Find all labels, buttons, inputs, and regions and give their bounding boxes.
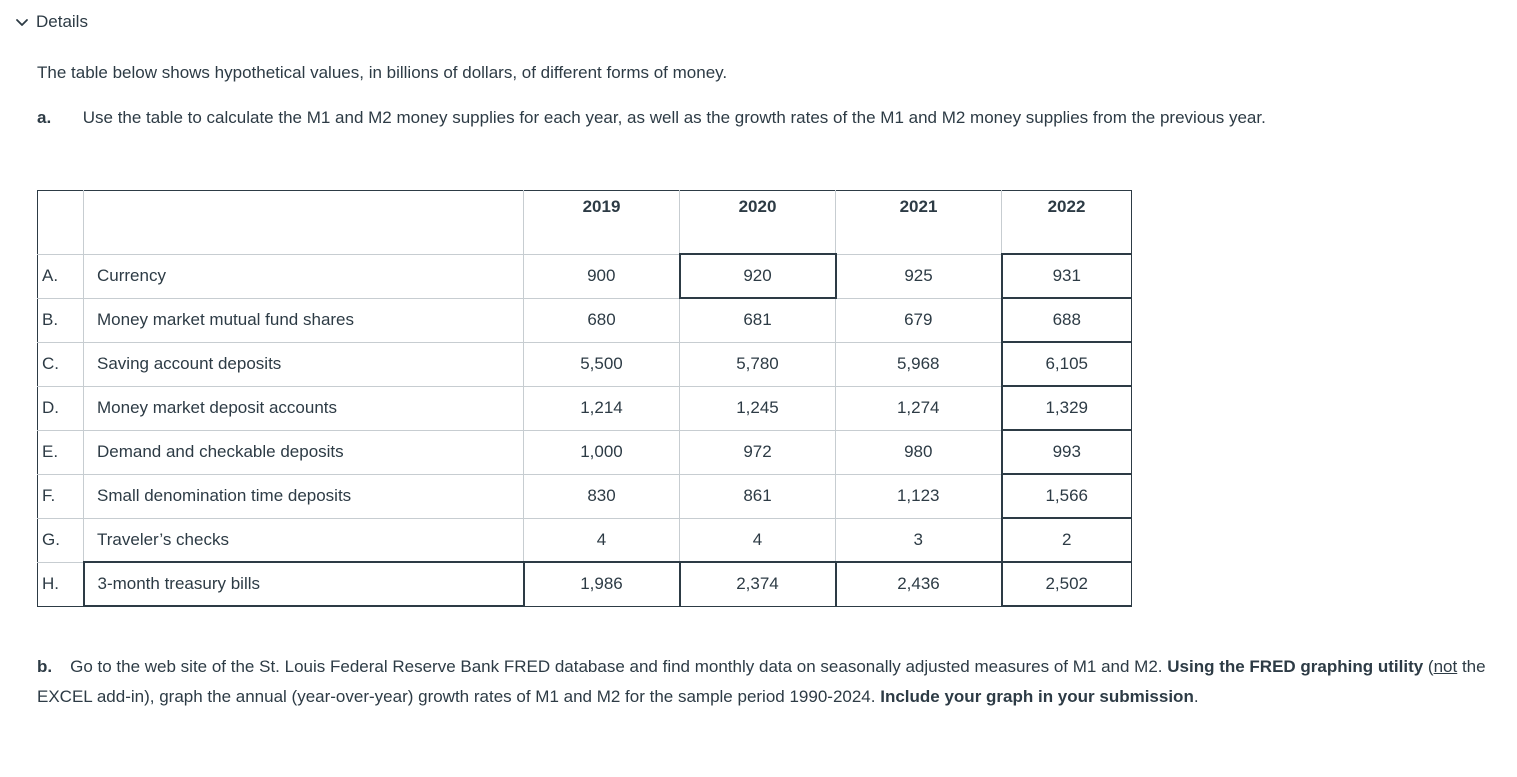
year-header: 2020 [680, 191, 836, 255]
row-value: 2,502 [1002, 562, 1132, 606]
row-value: 679 [836, 298, 1002, 342]
header-blank [38, 191, 84, 255]
row-value: 5,780 [680, 342, 836, 386]
table-row [38, 254, 1132, 298]
details-title: Details [36, 12, 88, 31]
row-value: 830 [524, 474, 680, 518]
table-row [38, 342, 1132, 386]
table-row [38, 518, 1132, 562]
row-value: 680 [524, 298, 680, 342]
table-row [38, 386, 1132, 430]
part-b [37, 652, 1487, 712]
row-value: 2 [1002, 518, 1132, 562]
row-name: Money market deposit accounts [84, 386, 524, 430]
row-value: 1,566 [1002, 474, 1132, 518]
row-value: 1,245 [680, 386, 836, 430]
table-row [38, 562, 1132, 606]
row-name: Money market mutual fund shares [84, 298, 524, 342]
row-letter: D. [38, 386, 84, 430]
row-value: 1,214 [524, 386, 680, 430]
row-value: 4 [524, 518, 680, 562]
row-value: 2,374 [680, 562, 836, 606]
row-value: 4 [680, 518, 836, 562]
part-b-text-2: the EXCEL add-in), graph the annual (year-over-year) growth rates of M1 and M2 for the sample period 1990-2024. [37, 657, 1486, 706]
row-value: 1,986 [524, 562, 680, 606]
row-value: 5,968 [836, 342, 1002, 386]
row-value: 980 [836, 430, 1002, 474]
table-header-row [38, 191, 1132, 255]
part-a-label: a. [37, 108, 52, 127]
row-value: 920 [680, 254, 836, 298]
row-value: 925 [836, 254, 1002, 298]
row-value: 1,274 [836, 386, 1002, 430]
row-letter: F. [38, 474, 84, 518]
row-letter: H. [38, 562, 84, 606]
year-header: 2021 [836, 191, 1002, 255]
part-b-not: not [1433, 657, 1458, 676]
row-value: 681 [680, 298, 836, 342]
row-value: 1,000 [524, 430, 680, 474]
row-value: 5,500 [524, 342, 680, 386]
part-a-text: Use the table to calculate the M1 and M2 money supplies for each year, as well as the growth rates of the M1 and M2 money supplies from the previous year. [82, 108, 1266, 127]
part-b-period: . [1193, 687, 1199, 706]
row-letter: C. [38, 342, 84, 386]
row-name: Demand and checkable deposits [84, 430, 524, 474]
row-letter: A. [38, 254, 84, 298]
money-table [37, 190, 1132, 607]
row-name: Small denomination time deposits [84, 474, 524, 518]
table-row [38, 298, 1132, 342]
part-b-bold-instruction: Using the FRED graphing utility [1167, 657, 1424, 676]
row-value: 1,329 [1002, 386, 1132, 430]
row-name: Currency [84, 254, 524, 298]
intro-text: The table below shows hypothetical values, in billions of dollars, of different forms of money. [37, 63, 728, 82]
row-value: 688 [1002, 298, 1132, 342]
details-toggle[interactable] [14, 10, 88, 34]
row-value: 972 [680, 430, 836, 474]
row-name: Saving account deposits [84, 342, 524, 386]
row-value: 861 [680, 474, 836, 518]
year-header: 2019 [524, 191, 680, 255]
year-header: 2022 [1002, 191, 1132, 255]
row-name: Traveler’s checks [84, 518, 524, 562]
chevron-down-icon [14, 14, 30, 30]
row-letter: E. [38, 430, 84, 474]
part-b-bold-include: Include your graph in your submission [880, 687, 1194, 706]
part-b-text: Go to the web site of the St. Louis Federal Reserve Bank FRED database and find monthly data on seasonally adjusted measures of M1 and M2. [70, 657, 1163, 676]
row-letter: B. [38, 298, 84, 342]
part-b-paren: ( [1423, 657, 1434, 676]
row-value: 6,105 [1002, 342, 1132, 386]
row-value: 1,123 [836, 474, 1002, 518]
row-value: 931 [1002, 254, 1132, 298]
row-value: 900 [524, 254, 680, 298]
part-b-label: b. [37, 657, 53, 676]
row-name: 3-month treasury bills [84, 562, 524, 606]
row-value: 3 [836, 518, 1002, 562]
row-value: 2,436 [836, 562, 1002, 606]
part-a [37, 108, 1266, 128]
row-value: 993 [1002, 430, 1132, 474]
table-row [38, 474, 1132, 518]
header-blank [84, 191, 524, 255]
table-row [38, 430, 1132, 474]
row-letter: G. [38, 518, 84, 562]
